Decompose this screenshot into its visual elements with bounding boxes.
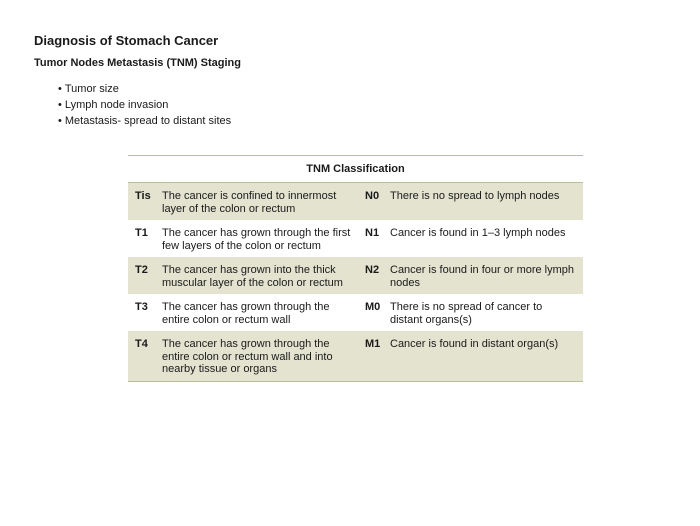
stage-code: T3 bbox=[135, 301, 148, 313]
table-row bbox=[128, 220, 583, 257]
bullet-item bbox=[58, 81, 231, 97]
stage-code: T4 bbox=[128, 331, 161, 381]
stage-code: Tis bbox=[128, 183, 161, 221]
bullet-text: Tumor size bbox=[64, 83, 119, 95]
stage-code: N1 bbox=[365, 227, 380, 239]
bullet-text: Metastasis- spread to distant sites bbox=[64, 115, 232, 127]
bullet-icon: • bbox=[58, 99, 62, 111]
stage-code: T1 bbox=[135, 227, 148, 239]
stage-code: M1 bbox=[359, 331, 389, 381]
stage-description: The cancer has grown through the first few layers of the colon or rectum bbox=[162, 227, 351, 252]
stage-description: The cancer has grown into the thick muscular layer of the colon or rectum bbox=[161, 257, 359, 294]
stage-description: Cancer is found in distant organ(s) bbox=[389, 331, 583, 381]
stage-description: There is no spread of cancer to distant organs(s) bbox=[390, 301, 543, 326]
bullet-item bbox=[58, 97, 231, 113]
stage-description: There is no spread to lymph nodes bbox=[389, 183, 583, 221]
table-caption-row bbox=[128, 156, 583, 183]
stage-code: N2 bbox=[359, 257, 389, 294]
bullet-item bbox=[58, 113, 231, 129]
stage-description: Cancer is found in four or more lymph nodes bbox=[389, 257, 583, 294]
bullet-icon: • bbox=[58, 83, 62, 95]
table-row bbox=[128, 331, 583, 381]
stage-code: M0 bbox=[365, 301, 381, 313]
page-subtitle: Tumor Nodes Metastasis (TNM) Staging bbox=[34, 57, 241, 69]
table-row bbox=[128, 294, 583, 331]
table-row bbox=[128, 183, 583, 221]
bullet-list bbox=[58, 81, 231, 129]
stage-description: The cancer has grown through the entire colon or rectum wall bbox=[162, 301, 330, 326]
stage-description: Cancer is found in 1–3 lymph nodes bbox=[390, 227, 566, 239]
bullet-icon: • bbox=[58, 115, 62, 127]
page-title: Diagnosis of Stomach Cancer bbox=[34, 33, 219, 48]
table-row bbox=[128, 257, 583, 294]
stage-description: The cancer is confined to innermost layer of the colon or rectum bbox=[161, 183, 359, 221]
tnm-classification-table bbox=[128, 155, 583, 382]
stage-code: N0 bbox=[359, 183, 389, 221]
table-caption: TNM Classification bbox=[128, 156, 583, 183]
bullet-text: Lymph node invasion bbox=[64, 99, 169, 111]
stage-description: The cancer has grown through the entire colon or rectum wall and into nearby tissue or organs bbox=[161, 331, 359, 381]
stage-code: T2 bbox=[128, 257, 161, 294]
